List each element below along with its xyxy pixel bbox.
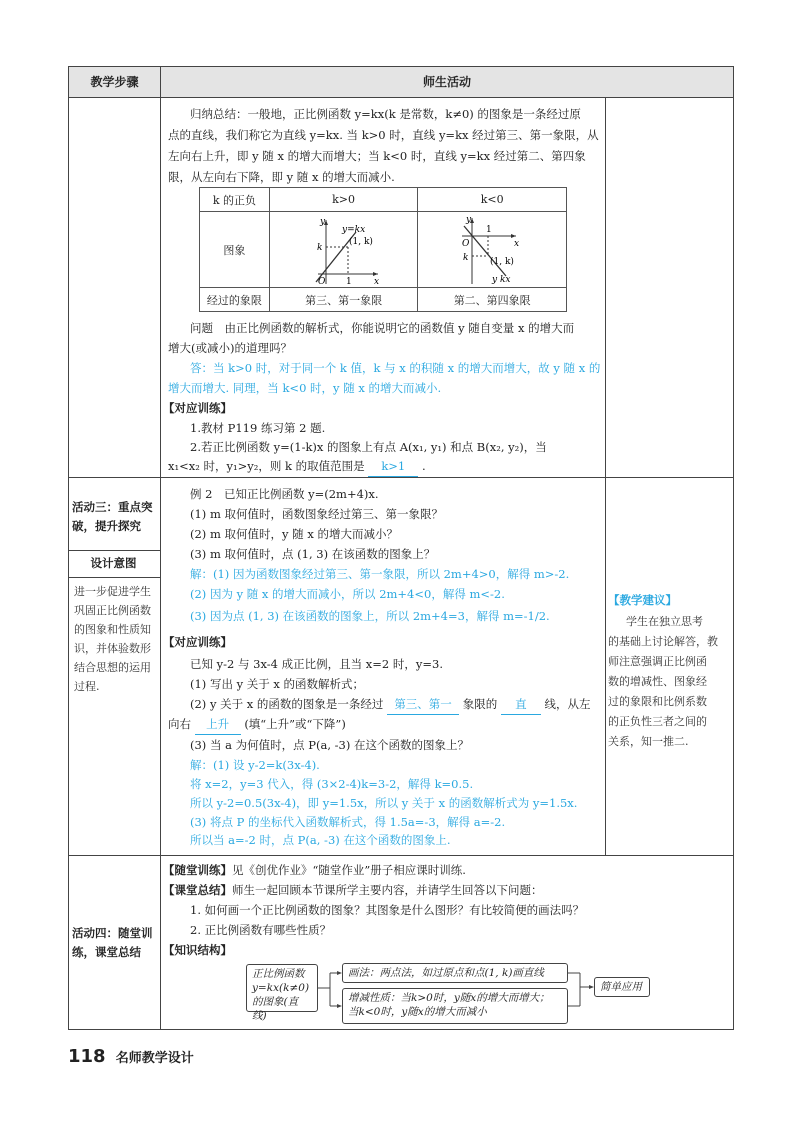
design-line-6: 过程. [74, 680, 100, 693]
header-divider [69, 97, 733, 98]
question-line-2: 增大(或减小)的道理吗？ [168, 341, 292, 355]
design-divider-bottom [69, 577, 160, 578]
advice-title: 【教学建议】 [608, 593, 677, 607]
train2-3e: 线，从左 [544, 697, 591, 711]
activity-3-line-2: 破，提升探究 [72, 519, 141, 533]
random-train-title: 【随堂训练】 [163, 863, 232, 877]
g1-x: x [373, 276, 379, 286]
kb-root-3: 的图象(直线) [252, 996, 299, 1022]
answer-line-2: 增大而增大. 同理，当 k<0 时，y 随 x 的增大而减小. [168, 381, 442, 395]
kb-apply: 简单应用 [594, 977, 650, 997]
train2-4c: (填“上升”或“下降”) [244, 717, 346, 731]
advice-line-6: 的正负性三者之间的 [608, 715, 707, 728]
g2-k: k [463, 252, 469, 263]
solution-1: 解：(1) 因为函数图象经过第三、第一象限，所以 2m+4>0，解得 m>-2. [190, 567, 570, 581]
header-col1: 教学步骤 [69, 67, 160, 97]
solution2-5: 所以当 a=-2 时，点 P(a, -3) 在这个函数的图象上. [190, 833, 451, 847]
solution2-2: 将 x=2，y=3 代入，得 (3×2-4)k=3-2，解得 k=0.5. [190, 777, 474, 791]
page-number: 118 [68, 1046, 106, 1067]
activity-4-line-2: 练，课堂总结 [72, 945, 141, 959]
train2-line-4 [168, 714, 346, 735]
design-title: 设计意图 [90, 556, 137, 570]
example-q1: (1) m 取何值时，函数图象经过第三、第一象限？ [190, 507, 444, 521]
solution2-1: 解：(1) 设 y-2=k(3x-4). [190, 758, 320, 772]
design-line-3: 的图象和性质知 [74, 623, 151, 636]
solution-2: (2) 因为 y 随 x 的增大而减小，所以 2m+4<0，解得 m<-2. [190, 587, 505, 601]
train2-3-ans2: 直 [501, 694, 541, 715]
design-divider-top [69, 550, 160, 551]
design-line-1: 进一步促进学生 [74, 585, 151, 598]
activity-4-line-1: 活动四：随堂训 [72, 926, 153, 940]
summary-q1: 1. 如何画一个正比例函数的图象？其图象是什么图形？有比较简便的画法吗？ [190, 903, 585, 917]
graph-kpos-cell [269, 212, 418, 288]
summary3-line-1 [163, 860, 466, 880]
kb-root-2: y=kx(k≠0) [252, 982, 310, 994]
solution2-4: (3) 将点 P 的坐标代入函数解析式，得 1.5a=-3，解得 a=-2. [190, 815, 506, 829]
kb-root-1: 正比例函数 [252, 968, 305, 980]
table-head-sign: k 的正负 [200, 188, 270, 212]
train-title-1: 【对应训练】 [163, 401, 232, 415]
advice-line-4: 数的增减性、图象经 [608, 675, 707, 688]
g1-y: y [319, 216, 325, 227]
train-3-end: . [421, 459, 426, 473]
summary-line-2: 点的直线，我们称它为直线 y=kx. 当 k>0 时，直线 y=kx 经过第三、第一象限，从 [168, 128, 599, 142]
summary-line-1: 归纳总结：一般地，正比例函数 y=kx(k 是常数，k≠0) 的图象是一条经过原 [190, 107, 581, 121]
g2-x: x [514, 238, 520, 249]
kb-root [246, 964, 318, 1022]
g2-y: y [466, 214, 472, 225]
g2-pt: (1, k) [490, 256, 515, 267]
row-divider-1 [69, 477, 733, 478]
knowledge-title: 【知识结构】 [163, 943, 232, 957]
advice-line-5: 过的象限和比例系数 [608, 695, 707, 708]
graph-kpos [304, 214, 384, 286]
g2-one: 1 [486, 224, 492, 235]
train-3 [168, 456, 426, 477]
train-3-answer: k>1 [368, 456, 418, 477]
advice-line-7: 关系，知一推二. [608, 735, 689, 748]
page-footer [68, 1046, 194, 1067]
train2-4-ans: 上升 [195, 714, 241, 735]
train-2: 2.若正比例函数 y=(1-k)x 的图象上有点 A(x₁, y₁) 和点 B(x₂, y₂)，当 [190, 440, 547, 454]
table-graph-label: 图象 [200, 212, 270, 288]
train2-line-3 [190, 694, 591, 715]
train-1: 1.教材 P119 练习第 2 题. [190, 421, 326, 435]
kb-props-2: 当k<0时，y随x的增大而减小 [348, 1006, 487, 1018]
solution-3: (3) 因为点 (1, 3) 在该函数的图象上，所以 2m+4=3，解得 m=-1/2. [190, 609, 550, 623]
design-line-5: 结合思想的运用 [74, 661, 151, 674]
design-line-2: 巩固正比例函数 [74, 604, 151, 617]
table-quad-kneg: 第二、第四象限 [418, 288, 567, 312]
kb-props [342, 988, 568, 1024]
advice-line-2: 的基础上讨论解答，教 [608, 635, 718, 648]
design-line-4: 识，并体验数形 [74, 642, 151, 655]
g1-pt: (1, k) [348, 236, 373, 247]
table-head-kneg: k<0 [418, 188, 567, 212]
advice-line-3: 师注意强调正比例函 [608, 655, 707, 668]
g2-o: O [462, 238, 470, 249]
summary3-line-2 [163, 880, 543, 900]
train2-line-2: (1) 写出 y 关于 x 的函数解析式； [190, 677, 365, 691]
example-q2: (2) m 取何值时，y 随 x 的增大而减小？ [190, 527, 398, 541]
class-summary-text: 师生一起回顾本节课所学主要内容，并请学生回答以下问题： [232, 883, 543, 897]
train-3-text: x₁<x₂ 时，y₁>y₂，则 k 的取值范围是 [168, 459, 365, 473]
summary-line-3: 左向右上升，即 y 随 x 的增大而增大；当 k<0 时，直线 y=kx 经过第二、第四象 [168, 149, 586, 163]
table-quad-label: 经过的象限 [200, 288, 270, 312]
train2-line-5: (3) 当 a 为何值时，点 P(a, -3) 在这个函数的图象上？ [190, 738, 470, 752]
train2-3c: 象限的 [462, 697, 498, 711]
solution2-3: 所以 y-2=0.5(3x-4)，即 y=1.5x，所以 y 关于 x 的函数解析式为 y=1.5x. [190, 796, 578, 810]
answer-line-1: 答：当 k>0 时，对于同一个 k 值，k 与 x 的积随 x 的增大而增大，故 y 随 x 的 [190, 361, 601, 375]
g1-one: 1 [345, 276, 352, 286]
train2-3-ans1: 第三、第一 [387, 694, 459, 715]
graph-kneg [452, 214, 532, 286]
train-title-2: 【对应训练】 [163, 635, 232, 649]
question-line-1: 问题 由正比例函数的解析式，你能说明它的函数值 y 随自变量 x 的增大而 [190, 321, 575, 335]
train2-line-1: 已知 y-2 与 3x-4 成正比例，且当 x=2 时，y=3. [190, 657, 443, 671]
row-divider-2 [69, 855, 733, 856]
example-title: 例 2 已知正比例函数 y=(2m+4)x. [190, 487, 379, 501]
g1-o: O [317, 276, 325, 286]
col-divider-1 [160, 67, 161, 1029]
book-title: 名师教学设计 [115, 1051, 194, 1066]
activity-3-line-1: 活动三：重点突 [72, 500, 153, 514]
table-head-kpos: k>0 [269, 188, 418, 212]
property-table [199, 187, 567, 312]
train2-3a: (2) y 关于 x 的函数的图象是一条经过 [190, 697, 384, 711]
col-divider-2 [605, 97, 606, 855]
header-col2: 师生活动 [161, 67, 733, 97]
kb-props-1: 增减性质：当k>0时，y随x的增大而增大； [348, 992, 550, 1004]
g1-eq: y=kx [341, 224, 365, 235]
random-train-text: 见《创优作业》“随堂作业”册子相应课时训练. [232, 863, 466, 877]
summary-q2: 2. 正比例函数有哪些性质？ [190, 923, 332, 937]
table-quad-kpos: 第三、第一象限 [269, 288, 418, 312]
class-summary-title: 【课堂总结】 [163, 883, 232, 897]
g1-k: k [316, 242, 323, 253]
kb-draw: 画法：两点法，如过原点和点(1, k)画直线 [342, 963, 568, 983]
graph-kneg-cell [418, 212, 567, 288]
advice-line-1: 学生在独立思考 [626, 615, 703, 628]
g2-eq: y kx [492, 274, 511, 285]
summary-line-4: 限，从左向右下降，即 y 随 x 的增大而减小. [168, 170, 395, 184]
example-q3: (3) m 取何值时，点 (1, 3) 在该函数的图象上？ [190, 547, 436, 561]
train2-4a: 向右 [168, 717, 191, 731]
